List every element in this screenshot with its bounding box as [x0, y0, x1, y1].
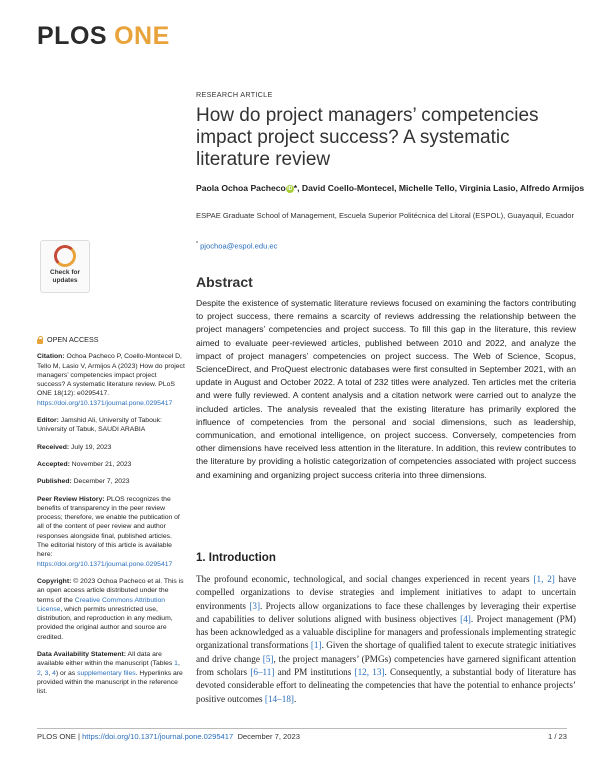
article-sidebar: [37, 335, 185, 705]
abstract-text: Despite the existence of systematic literature reviews focused on examining the factors contributing to project success, there remains a scarcity of reviews addressing the relationship between the project managers’ competencies and project success. To fill this gap in the literature, this review aimed to evaluate peer-reviewed articles, published between 2010 and 2022, and analyze the impact of project managers’ competencies on project success. The Web of Science, Scopus, ScienceDirect, and ProQuest electronic databases were first consulted in September 2021, with an update in August and October 2022. A total of 232 titles were analyzed. Ten articles met the criteria and were fully reviewed. A content analysis and a citation network were carried out to analyze the included articles. The analysis revealed that the existing literature has primarily explored the influence of competencies from the personal and social dimensions, such as leadership, communication, and emotional intelligence, on project success. Conversely, competencies from other dimensions have received less attention in the literature. In addition, this review contributes to the literature by providing a holistic categorization of competencies associated with project success and examining and organizing project success criteria into three dimensions.: [196, 298, 576, 480]
citation-doi-link[interactable]: https://doi.org/10.1371/journal.pone.0295417: [37, 399, 173, 407]
citation-label: Citation:: [37, 353, 65, 361]
data-text-3: . Hyperlinks are provided within the manuscript in the reference list.: [37, 669, 183, 696]
footer-separator: |: [77, 732, 80, 741]
peer-review-link[interactable]: https://doi.org/10.1371/journal.pone.0295417: [37, 560, 173, 568]
intro-p2: have compelled organizations to devise strategies and implement initiatives to adapt to uncertain environments: [196, 574, 577, 611]
peer-review-text: PLOS recognizes the benefits of transparency in the peer review process; therefore, we enable the publication of all of the content of peer review and author responses alongside final, published articles. The editorial history of this article is available here:: [37, 495, 180, 559]
citation-text: Ochoa Pacheco P, Coello-Montecel D, Tello M, Lasio V, Armijos A (2023) How do project managers’ competencies impact project success? A systematic literature review. PLoS ONE 18(12): e0295417.: [37, 353, 185, 398]
peer-review-label: Peer Review History:: [37, 495, 105, 503]
check-updates-line2: updates: [52, 276, 78, 284]
affiliation: ESPAE Graduate School of Management, Escuela Superior Politécnica del Litoral (ESPOL), Guayaquil, Ecuador: [196, 211, 575, 220]
data-text-2: ) or as: [55, 669, 76, 677]
footer-citation: [37, 732, 300, 741]
received-date: July 19, 2023: [71, 443, 112, 451]
article-type: RESEARCH ARTICLE: [196, 90, 273, 99]
corresponding-email: [196, 241, 277, 251]
data-text-1: All data are available either within the manuscript (Tables: [37, 651, 173, 668]
editor-block: [37, 416, 185, 435]
accepted-label: Accepted:: [37, 460, 70, 468]
editor-label: Editor:: [37, 417, 59, 425]
peer-review-block: [37, 495, 185, 569]
open-access-label: OPEN ACCESS: [47, 335, 99, 344]
email-link[interactable]: pjochoa@espol.edu.ec: [200, 241, 278, 251]
email-mark: *: [196, 241, 198, 247]
introduction-text: [196, 573, 576, 706]
copyright-label: Copyright:: [37, 577, 72, 585]
open-access: [37, 335, 185, 344]
ref-8[interactable]: [14–18]: [264, 693, 294, 704]
check-updates-line1: Check for: [50, 269, 80, 276]
intro-p9: .: [294, 693, 297, 704]
ref-1[interactable]: [1, 2]: [533, 574, 555, 584]
received-label: Received:: [37, 443, 70, 451]
footer-journal: PLOS ONE: [37, 732, 76, 741]
orcid-icon[interactable]: iD: [287, 186, 293, 192]
data-availability-block: Data Availability Statement: All data are available either within the manuscript (Tables 1, 2, 3, 4) or as supplementary files. Hyperlinks are provided within the manuscript in the reference list.: [37, 651, 183, 696]
table-1-link[interactable]: 1: [174, 660, 178, 668]
citation-block: [37, 352, 185, 408]
ref-4[interactable]: [1]: [310, 640, 322, 651]
intro-p4: . Project management (PM) has been acknowledged as a valuable discipline for managers and professionals implementing strategic organizational transformations: [196, 613, 576, 651]
logo-plos: PLOS: [37, 22, 108, 50]
author-list: [196, 182, 586, 194]
published-label: Published:: [37, 478, 72, 486]
accepted-date: November 21, 2023: [71, 460, 132, 468]
intro-p8: . Consequently, a substantial body of literature has devoted considerable effort to delineating the competencies that have the potential to enhance projects’ positive outcomes: [196, 667, 577, 704]
intro-p7: and PM institutions: [274, 667, 352, 678]
page-number: 1 / 23: [548, 732, 567, 741]
author-corresponding-mark: *: [293, 183, 298, 193]
introduction-heading: 1. Introduction: [196, 552, 276, 564]
author-first[interactable]: Paola Ochoa Pacheco: [196, 183, 286, 193]
intro-p6: , the project managers’ (PMGs) competencies have garnered significant attention from scholars: [196, 653, 576, 678]
ref-3[interactable]: [4]: [460, 613, 471, 624]
table-3-link[interactable]: 3: [44, 669, 49, 677]
footer-date: December 7, 2023: [237, 732, 300, 741]
page-footer: [37, 732, 567, 741]
footer-divider: [37, 728, 567, 729]
received-block: [37, 443, 185, 452]
article-title: How do project managers’ competencies impact project success? A systematic literature review: [196, 105, 539, 170]
data-availability-label: Data Availability Statement:: [37, 651, 127, 659]
abstract-heading: Abstract: [196, 274, 253, 290]
table-2-link[interactable]: 2: [37, 669, 41, 677]
published-date: December 7, 2023: [73, 478, 130, 486]
ref-6[interactable]: [6–11]: [250, 667, 275, 678]
intro-p3: . Projects allow organizations to face these challenges by leveraging their expertise and capabilities to deliver solutions aligned with business objectives: [196, 600, 577, 624]
published-block: [37, 477, 185, 486]
check-for-updates-badge[interactable]: [40, 240, 90, 293]
logo-one: ONE: [114, 22, 170, 50]
intro-p1: The profound economic, technological, and social changes experienced in recent years: [196, 574, 530, 584]
ref-5[interactable]: [5]: [262, 653, 274, 664]
table-4-link[interactable]: 4: [52, 669, 56, 677]
open-lock-icon: [37, 336, 43, 344]
ref-2[interactable]: [3]: [249, 600, 261, 611]
journal-logo: [37, 22, 170, 51]
copyright-text-2: , which permits unrestricted use, distribution, and reproduction in any medium, provided the original author and source are credited.: [37, 605, 173, 641]
accepted-block: [37, 460, 185, 469]
supplementary-link[interactable]: supplementary files: [77, 669, 136, 677]
author-rest: , David Coello-Montecel, Michelle Tello, Virginia Lasio, Alfredo Armijos: [297, 183, 585, 193]
license-link[interactable]: Creative Commons Attribution License: [37, 596, 166, 613]
ref-7[interactable]: [12, 13]: [354, 667, 385, 678]
copyright-text-1: © 2023 Ochoa Pacheco et al. This is an open access article distributed under the terms of the: [37, 577, 184, 604]
intro-p5: . Given the shortage of qualified talent to execute strategic initiatives and drive change: [196, 640, 576, 664]
check-updates-icon: [54, 245, 76, 267]
footer-doi-link[interactable]: https://doi.org/10.1371/journal.pone.0295417: [82, 732, 234, 741]
editor-text: Jamshid Ali, University of Tabouk: University of Tabuk, SAUDI ARABIA: [37, 417, 162, 434]
copyright-block: [37, 577, 185, 642]
